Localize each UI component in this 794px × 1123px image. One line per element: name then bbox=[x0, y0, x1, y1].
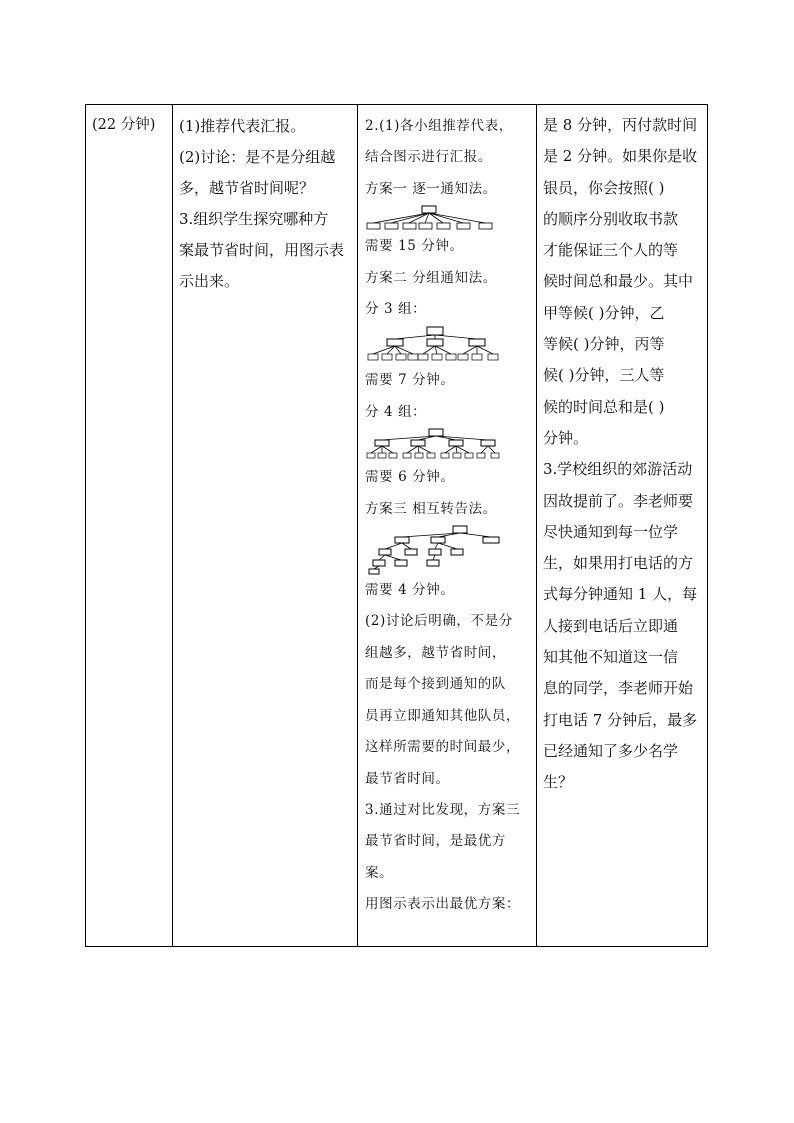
three-groups-diagram bbox=[365, 325, 532, 365]
discussion-line: 组越多，越节省时间， bbox=[365, 644, 506, 661]
exercise-line: 已经通知了多少名学 bbox=[543, 741, 679, 760]
student-line: 2.(1)各小组推荐代表， bbox=[365, 118, 513, 134]
exercise-line: 候时间总和最少。其中 bbox=[543, 272, 694, 291]
exercise-line: 才能保证三个人的等 bbox=[543, 241, 679, 260]
exercise-line: 是 2 分钟。如果你是收 bbox=[543, 147, 698, 166]
exercise-line: 息的同学，李老师开始 bbox=[543, 679, 694, 698]
time-label: (22 分钟) bbox=[92, 117, 156, 133]
exercise-line: 生？ bbox=[543, 773, 574, 792]
plan-three-heading: 方案三 相互转告法。 bbox=[365, 500, 497, 517]
plan-one-diagram bbox=[365, 205, 532, 231]
exercise-line: 3.学校组织的郊游活动 bbox=[543, 460, 693, 479]
exercise-line: 人接到电话后立即通 bbox=[543, 616, 679, 635]
exercise-line: 生，如果用打电话的方 bbox=[543, 554, 694, 573]
student-activity-column bbox=[358, 105, 536, 946]
exercise-column bbox=[537, 105, 709, 946]
teacher-line: (1)推荐代表汇报。 bbox=[179, 117, 306, 135]
plan-one-heading: 方案一 逐一通知法。 bbox=[365, 180, 497, 197]
exercise-line: 知其他不知道这一信 bbox=[543, 648, 679, 667]
discussion-line: 这样所需要的时间最少， bbox=[365, 739, 521, 756]
exercise-line: 是 8 分钟，丙付款时间 bbox=[543, 116, 698, 134]
four-groups-diagram bbox=[365, 428, 532, 462]
exercise-line: 候( )分钟，三人等 bbox=[543, 366, 665, 385]
teacher-line: 3.组织学生探究哪种方 bbox=[179, 210, 329, 228]
three-groups-label: 分 3 组： bbox=[365, 301, 427, 318]
plan-one-time: 需要 15 分钟。 bbox=[365, 238, 464, 255]
conclusion-line: 最节省时间，是最优方 bbox=[365, 833, 506, 850]
discussion-line: 而是每个接到通知的队 bbox=[365, 676, 506, 693]
exercise-line: 候的时间总和是( ) bbox=[543, 397, 665, 416]
plan-three-diagram bbox=[365, 525, 532, 575]
exercise-line: 式每分钟通知 1 人，每 bbox=[543, 585, 698, 604]
plan-three-time: 需要 4 分钟。 bbox=[365, 582, 455, 599]
three-groups-time: 需要 7 分钟。 bbox=[365, 372, 455, 389]
four-groups-time: 需要 6 分钟。 bbox=[365, 469, 455, 486]
discussion-line: 最节省时间。 bbox=[365, 770, 450, 787]
exercise-line: 分钟。 bbox=[543, 428, 589, 447]
conclusion-line: 用图示表示出最优方案： bbox=[365, 896, 521, 913]
exercise-line: 因故提前了。李老师要 bbox=[543, 491, 694, 510]
exercise-line: 甲等候( )分钟，乙 bbox=[543, 303, 665, 322]
exercise-line: 银员，你会按照( ) bbox=[543, 178, 665, 197]
conclusion-line: 案。 bbox=[365, 864, 394, 881]
teacher-line: (2)讨论：是不是分组越 bbox=[179, 148, 336, 166]
teacher-line: 案最节省时间，用图示表 bbox=[179, 241, 345, 259]
exercise-line: 尽快通知到每一位学 bbox=[543, 522, 679, 541]
exercise-line: 打电话 7 分钟后，最多 bbox=[543, 710, 698, 729]
discussion-line: (2)讨论后明确，不是分 bbox=[365, 613, 513, 630]
student-line: 结合图示进行汇报。 bbox=[365, 149, 492, 166]
exercise-line: 的顺序分别收取书款 bbox=[543, 209, 679, 228]
plan-two-heading: 方案二 分组通知法。 bbox=[365, 269, 497, 286]
four-groups-label: 分 4 组： bbox=[365, 403, 427, 420]
discussion-line: 员再立即通知其他队员， bbox=[365, 707, 521, 724]
exercise-line: 等候( )分钟，丙等 bbox=[543, 335, 665, 354]
lesson-table bbox=[85, 104, 708, 947]
time-column bbox=[86, 105, 172, 946]
teacher-activity-column bbox=[173, 105, 357, 946]
teacher-line: 示出来。 bbox=[179, 272, 240, 290]
teacher-line: 多，越节省时间呢？ bbox=[179, 179, 315, 197]
conclusion-line: 3.通过对比发现，方案三 bbox=[365, 801, 521, 818]
